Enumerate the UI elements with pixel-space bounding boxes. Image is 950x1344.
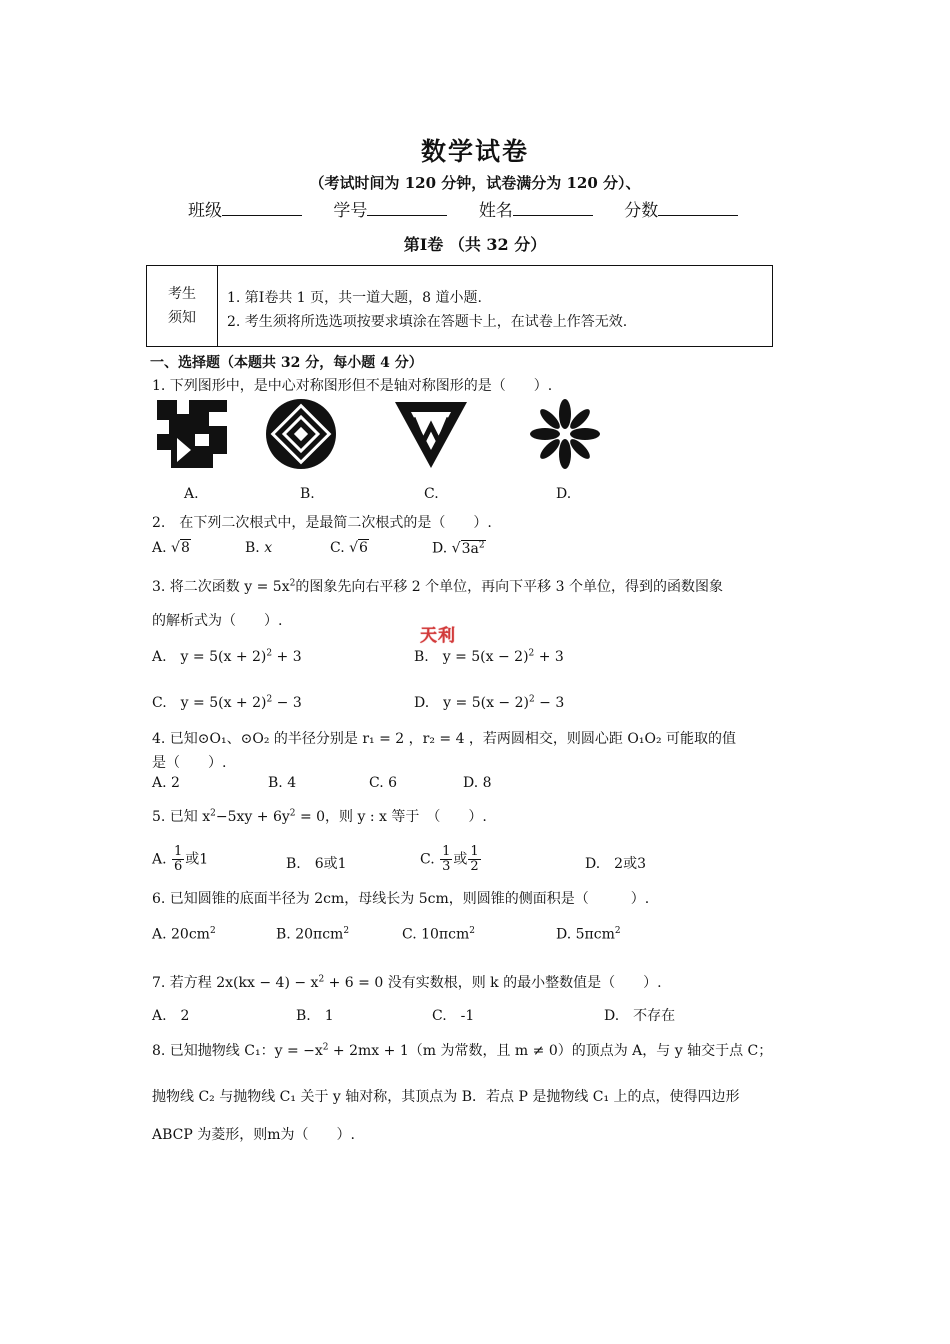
q6-c-exp: 2 <box>469 926 475 936</box>
q7-stem-post: + 6 = 0 没有实数根，则 k 的最小整数值是（ ）. <box>324 975 662 991</box>
q6-a-text: A. 20cm <box>152 926 210 943</box>
q2-d-label: D. <box>432 540 448 557</box>
name-blank[interactable] <box>513 201 593 216</box>
question-1-stem: 1. 下列图形中，是中心对称图形但不是轴对称图形的是（ ）. <box>152 378 553 394</box>
q4-option-c[interactable]: C. 6 <box>369 775 398 791</box>
question-1-figures <box>155 398 615 470</box>
figure-a-block-pattern-icon <box>157 400 227 468</box>
q3-option-c[interactable] <box>152 692 302 712</box>
q4-option-a[interactable]: A. 2 <box>152 775 180 791</box>
question-7-stem <box>152 972 662 992</box>
q1-option-a[interactable]: A. <box>184 486 199 502</box>
notice-label-line1: 考生 <box>168 286 196 302</box>
q7-stem-pre: 7. 若方程 2x(kx − 4) − x <box>152 975 319 991</box>
q2-b-label: B. <box>245 540 260 556</box>
notice-label-line2: 须知 <box>168 310 196 326</box>
q5-exp-1: 2 <box>210 808 216 819</box>
q6-option-d[interactable] <box>556 926 621 943</box>
question-5-stem <box>152 806 487 826</box>
q5-c-numerator-2: 1 <box>470 844 479 859</box>
q3-c-text: C. y = 5(x + 2) <box>152 695 267 711</box>
question-2-stem: 2. 在下列二次根式中，是最简二次根式的是（ ）. <box>152 515 492 531</box>
student-id-field[interactable] <box>333 196 447 221</box>
q3-b-exp: 2 <box>528 648 535 659</box>
class-label: 班级 <box>188 201 222 221</box>
q5-option-c[interactable] <box>420 845 482 874</box>
q2-c-value: 6 <box>359 540 368 556</box>
notice-item: 2. 考生须将所选选项按要求填涂在答题卡上，在试卷上作答无效. <box>227 314 628 330</box>
q2-c-label: C. <box>330 540 345 556</box>
q7-option-a[interactable]: A. 2 <box>152 1008 190 1024</box>
q4-option-b[interactable]: B. 4 <box>268 775 297 791</box>
q5-c-or: 或 <box>453 851 468 868</box>
q6-c-text: C. 10πcm <box>402 926 470 943</box>
q5-option-a[interactable] <box>152 845 208 874</box>
q3-d-text: D. y = 5(x − 2) <box>414 695 529 711</box>
q3-option-a[interactable] <box>152 646 302 666</box>
q2-option-d[interactable]: D. $√3a^2$ <box>432 540 485 557</box>
q3-c-tail: − 3 <box>272 695 302 711</box>
q5-c-numerator-1: 1 <box>442 844 451 859</box>
q3-a-exp: 2 <box>266 648 273 659</box>
figure-c-triangle-w-icon <box>395 402 467 468</box>
q6-d-exp: 2 <box>614 926 621 936</box>
q5-a-numerator: 1 <box>174 844 183 859</box>
q5-a-tail: 或1 <box>185 851 209 868</box>
figure-b-circle-spiral-icon <box>266 399 336 469</box>
question-4-stem-line2: 是（ ）. <box>152 755 227 771</box>
q6-option-a[interactable] <box>152 926 216 943</box>
q1-option-b[interactable]: B. <box>300 486 315 502</box>
q5-stem-post: = 0，则 y : x 等于 （ ）. <box>295 809 487 825</box>
q7-exp: 2 <box>318 974 325 985</box>
q6-b-text: B. 20πcm <box>276 926 344 943</box>
question-8-line2: 抛物线 C₂ 与抛物线 C₁ 关于 y 轴对称，其顶点为 B．若点 P 是抛物线 C₁ 上的点，使得四边形 <box>152 1089 740 1105</box>
figure-d-flower-icon <box>530 399 600 469</box>
q5-a-fraction <box>172 845 184 874</box>
q3-option-d[interactable] <box>414 692 564 712</box>
q2-option-a[interactable]: A. √8 <box>152 540 190 556</box>
question-3-stem <box>152 576 723 596</box>
q2-option-b[interactable] <box>245 540 272 556</box>
question-8-line3: ABCP 为菱形，则m为（ ）. <box>152 1127 355 1143</box>
question-3-stem-line2: 的解析式为（ ）. <box>152 613 283 629</box>
q8-line1-pre: 8. 已知抛物线 C₁：y = −x <box>152 1043 323 1059</box>
q6-option-c[interactable] <box>402 926 475 943</box>
exam-subtitle: （考试时间为 120 分钟，试卷满分为 120 分）、 <box>309 174 641 192</box>
score-label: 分数 <box>624 201 659 221</box>
q5-option-b[interactable]: B. 6或1 <box>286 856 347 872</box>
q3-d-exp: 2 <box>528 694 535 705</box>
q6-option-b[interactable] <box>276 926 349 943</box>
question-6-stem: 6. 已知圆锥的底面半径为 2cm，母线长为 5cm，则圆锥的侧面积是（ ）. <box>152 891 650 907</box>
q5-exp-2: 2 <box>289 808 296 819</box>
q2-a-value: 8 <box>180 540 190 556</box>
question-8-line1 <box>152 1040 772 1060</box>
q2-a-label: A. <box>152 540 167 556</box>
q3-stem-post: 的图象先向右平移 2 个单位，再向下平移 3 个单位，得到的函数图象 <box>295 579 723 595</box>
q5-option-d[interactable]: D. 2或3 <box>585 856 646 872</box>
notice-item: 1. 第Ⅰ卷共 1 页，共一道大题，8 道小题. <box>227 290 482 306</box>
q3-b-text: B. y = 5(x − 2) <box>414 649 529 665</box>
q5-c-fraction-1 <box>440 845 452 874</box>
q3-stem-exponent: 2 <box>289 578 296 589</box>
watermark-stamp: 天利 <box>420 626 456 646</box>
q5-c-denominator-2: 2 <box>470 859 479 874</box>
q6-d-text: D. 5πcm <box>556 926 615 943</box>
q6-a-exp: 2 <box>209 926 216 936</box>
q1-option-c[interactable]: C. <box>424 486 439 502</box>
question-4-stem: 4. 已知⊙O₁、⊙O₂ 的半径分别是 r₁ = 2 ，r₂ = 4 ，若两圆相交，则圆心距 O₁O₂ 可能取的值 <box>152 731 737 747</box>
q2-d-value: 3a <box>461 540 479 557</box>
q1-option-d[interactable]: D. <box>556 486 572 502</box>
q3-b-tail: + 3 <box>534 649 564 665</box>
q7-option-d[interactable]: D. 不存在 <box>604 1008 676 1024</box>
q2-b-value: x <box>264 540 273 556</box>
q3-d-tail: − 3 <box>534 695 565 711</box>
part-title: 一、选择题（本题共 32 分，每小题 4 分） <box>150 355 423 371</box>
notice-box <box>146 265 773 347</box>
q5-a-denominator: 6 <box>174 859 183 874</box>
q3-a-text: A. y = 5(x + 2) <box>152 649 267 665</box>
q4-option-d[interactable]: D. 8 <box>463 775 492 791</box>
q5-a-label: A. <box>152 851 167 868</box>
q3-a-tail: + 3 <box>272 649 302 665</box>
notice-items <box>227 286 627 334</box>
q3-option-b[interactable] <box>414 646 564 666</box>
name-label: 姓名 <box>478 201 513 221</box>
class-blank[interactable] <box>222 201 302 216</box>
q5-c-label: C. <box>420 851 435 868</box>
student-info-fields <box>188 196 764 221</box>
q5-stem-mid: −5xy + 6y <box>215 809 290 825</box>
score-field[interactable] <box>624 196 738 221</box>
q6-b-exp: 2 <box>343 926 350 936</box>
class-field[interactable] <box>188 196 302 221</box>
q7-option-c[interactable]: C. -1 <box>432 1008 475 1024</box>
student-id-blank[interactable] <box>367 201 447 216</box>
q7-option-b[interactable]: B. 1 <box>296 1008 334 1024</box>
score-blank[interactable] <box>658 201 738 216</box>
q2-d-exponent: 2 <box>478 540 485 550</box>
notice-label <box>147 266 218 346</box>
q8-exp: 2 <box>322 1042 329 1053</box>
q5-c-fraction-2 <box>468 845 480 874</box>
q3-c-exp: 2 <box>266 694 273 705</box>
q2-option-c[interactable]: C. √6 <box>330 540 368 556</box>
q5-stem-pre: 5. 已知 x <box>152 809 211 825</box>
q3-stem-pre: 3. 将二次函数 y = 5x <box>152 579 290 595</box>
student-id-label: 学号 <box>333 201 368 221</box>
q5-c-denominator-1: 3 <box>442 859 451 874</box>
section-heading: 第Ⅰ卷 （共 32 分） <box>403 235 547 254</box>
q8-line1-post: + 2mx + 1（m 为常数，且 m ≠ 0）的顶点为 A，与 y 轴交于点 C； <box>328 1043 773 1059</box>
exam-title: 数学试卷 <box>420 137 529 166</box>
name-field[interactable] <box>479 196 593 221</box>
